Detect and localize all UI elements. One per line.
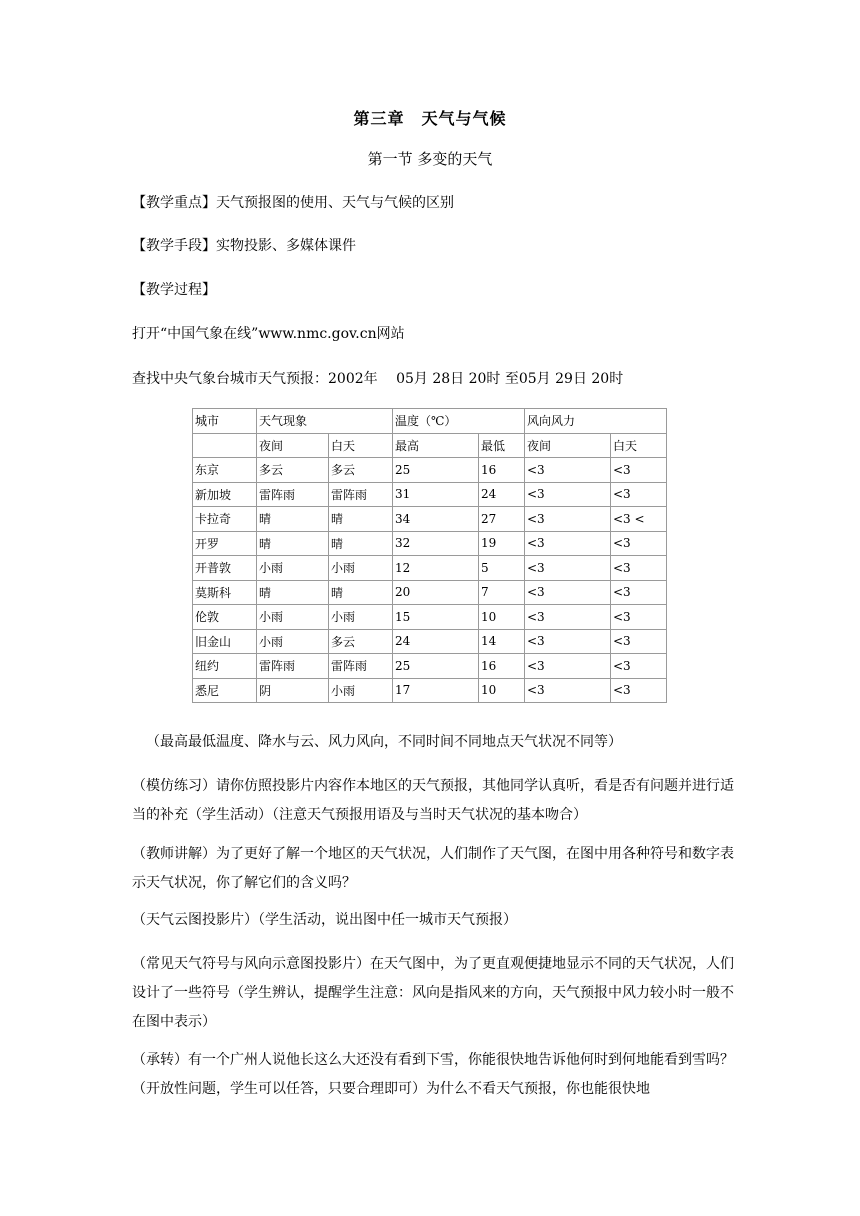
table-header-cell: 城市	[193, 409, 257, 434]
table-cell: <3	[525, 580, 611, 605]
table-cell: 24	[393, 629, 479, 654]
table-cell: 纽约	[193, 654, 257, 679]
table-cell: 小雨	[329, 605, 393, 630]
table-cell: 开普敦	[193, 556, 257, 581]
table-cell: 旧金山	[193, 629, 257, 654]
table-cell: <3	[611, 605, 667, 630]
table-cell: 15	[393, 605, 479, 630]
chapter-title: 第三章 天气与气候	[353, 109, 507, 128]
table-cell: 雷阵雨	[257, 654, 329, 679]
table-row	[193, 580, 667, 605]
weather-forecast-table	[192, 408, 667, 703]
paragraph-teacher-explanation: （教师讲解）为了更好了解一个地区的天气状况，人们制作了天气图，在图中用各种符号和数字表示天气状况，你了解它们的含义吗？	[132, 846, 734, 891]
table-cell: <3	[611, 654, 667, 679]
table-header-cell: 天气现象	[257, 409, 393, 434]
table-cell: <3	[525, 678, 611, 703]
table-cell: 莫斯科	[193, 580, 257, 605]
table-header-cell: 风向风力	[525, 409, 667, 434]
table-cell: 开罗	[193, 531, 257, 556]
table-subheader-cell: 夜间	[525, 433, 611, 458]
table-cell: 14	[479, 629, 525, 654]
table-cell: 10	[479, 678, 525, 703]
table-cell: 晴	[329, 580, 393, 605]
table-cell: 小雨	[257, 556, 329, 581]
table-cell: 小雨	[257, 605, 329, 630]
table-cell: 小雨	[257, 629, 329, 654]
table-cell: <3	[611, 580, 667, 605]
paragraph-cloud-image: （天气云图投影片）（学生活动，说出图中任一城市天气预报）	[132, 912, 517, 928]
table-cell: 20	[393, 580, 479, 605]
paragraph-summary: （最高最低温度、降水与云、风力风向，不同时间不同地点天气状况不同等）	[146, 734, 622, 750]
paragraph-imitation-practice: （模仿练习）请你仿照投影片内容作本地区的天气预报，其他同学认真听，看是否有问题并进行适当的补充（学生活动）（注意天气预报用语及与当时天气状况的基本吻合）	[132, 778, 734, 823]
table-row	[193, 507, 667, 532]
table-cell: 10	[479, 605, 525, 630]
table-cell: 东京	[193, 458, 257, 483]
table-row	[193, 654, 667, 679]
table-subheader-cell: 白天	[329, 433, 393, 458]
table-cell: 晴	[257, 531, 329, 556]
table-cell: 新加坡	[193, 482, 257, 507]
open-website-line: 打开“中国气象在线”www.nmc.gov.cn网站	[132, 326, 405, 342]
table-cell: 卡拉奇	[193, 507, 257, 532]
table-row	[193, 605, 667, 630]
table-cell: 多云	[329, 458, 393, 483]
table-cell: 雷阵雨	[329, 654, 393, 679]
table-cell: 雷阵雨	[329, 482, 393, 507]
table-cell: <3	[525, 482, 611, 507]
table-cell: <3	[525, 629, 611, 654]
table-cell: <3	[525, 458, 611, 483]
table-row	[193, 556, 667, 581]
table-cell: 7	[479, 580, 525, 605]
teaching-means: 【教学手段】实物投影、多媒体课件	[132, 238, 356, 254]
table-cell: 34	[393, 507, 479, 532]
table-row	[193, 482, 667, 507]
table-subheader-cell	[193, 433, 257, 458]
table-cell: 19	[479, 531, 525, 556]
table-cell: <3	[525, 605, 611, 630]
forecast-search-line: 查找中央气象台城市天气预报：2002年 05月 28日 20时 至05月 29日 20时	[132, 371, 624, 387]
table-cell: <3	[611, 458, 667, 483]
table-cell: 25	[393, 458, 479, 483]
paragraph-transition: （承转）有一个广州人说他长这么大还没有看到下雪，你能很快地告诉他何时到何地能看到雪吗？（开放性问题，学生可以任答，只要合理即可）为什么不看天气预报，你也能很快地	[132, 1052, 734, 1097]
table-cell: 25	[393, 654, 479, 679]
table-cell: 24	[479, 482, 525, 507]
table-cell: 晴	[257, 507, 329, 532]
table-cell: 晴	[257, 580, 329, 605]
table-cell: <3	[611, 678, 667, 703]
table-subheader-cell: 白天	[611, 433, 667, 458]
table-cell: 伦敦	[193, 605, 257, 630]
table-cell: <3	[611, 531, 667, 556]
table-cell: <3	[525, 556, 611, 581]
table-cell: 晴	[329, 507, 393, 532]
table-cell: 17	[393, 678, 479, 703]
table-cell: 小雨	[329, 678, 393, 703]
table-cell: 晴	[329, 531, 393, 556]
table-cell: 16	[479, 458, 525, 483]
weather-table-wrapper	[192, 408, 667, 703]
table-cell: 悉尼	[193, 678, 257, 703]
table-cell: 31	[393, 482, 479, 507]
table-cell: 5	[479, 556, 525, 581]
table-cell: 32	[393, 531, 479, 556]
table-cell: <3	[611, 629, 667, 654]
table-row	[193, 458, 667, 483]
table-row	[193, 678, 667, 703]
table-cell: <3	[611, 556, 667, 581]
table-cell: 16	[479, 654, 525, 679]
table-cell: 多云	[257, 458, 329, 483]
table-cell: 12	[393, 556, 479, 581]
section-title: 第一节 多变的天气	[367, 150, 493, 168]
table-row	[193, 629, 667, 654]
table-cell: <3 <	[611, 507, 667, 532]
table-subheader-cell: 夜间	[257, 433, 329, 458]
teaching-focus: 【教学重点】天气预报图的使用、天气与气候的区别	[132, 195, 454, 211]
teaching-process-heading: 【教学过程】	[132, 282, 216, 298]
paragraph-weather-symbols: （常见天气符号与风向示意图投影片）在天气图中，为了更直观便捷地显示不同的天气状况，人们设计了一些符号（学生辨认，提醒学生注意：风向是指风来的方向，天气预报中风力较小时一般不在图中表示）	[132, 956, 734, 1030]
table-row	[193, 531, 667, 556]
table-cell: <3	[525, 507, 611, 532]
table-cell: 27	[479, 507, 525, 532]
table-cell: 雷阵雨	[257, 482, 329, 507]
table-header-cell: 温度（℃）	[393, 409, 525, 434]
table-cell: <3	[525, 531, 611, 556]
table-subheader-row	[193, 433, 667, 458]
table-cell: 多云	[329, 629, 393, 654]
table-subheader-cell: 最低	[479, 433, 525, 458]
table-cell: <3	[611, 482, 667, 507]
table-header-row	[193, 409, 667, 434]
table-subheader-cell: 最高	[393, 433, 479, 458]
table-cell: <3	[525, 654, 611, 679]
table-cell: 小雨	[329, 556, 393, 581]
table-cell: 阴	[257, 678, 329, 703]
